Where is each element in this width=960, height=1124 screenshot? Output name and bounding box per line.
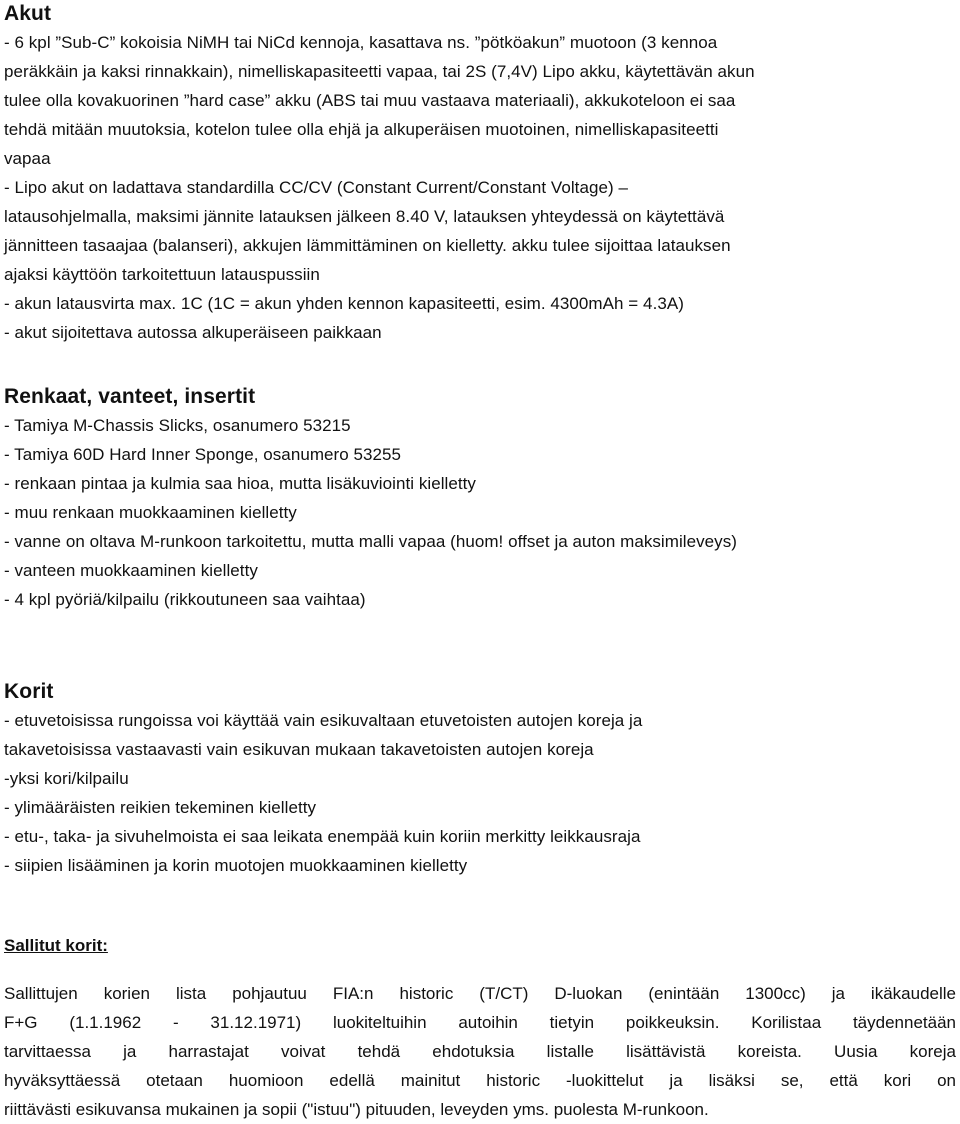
section-title-renkaat: Renkaat, vanteet, insertit — [4, 385, 256, 408]
section-body-korit — [4, 706, 642, 880]
paragraph-line: riittävästi esikuvansa mukainen ja sopii ("istuu") pituuden, leveyden yms. puolesta M-runkoon. — [4, 1100, 709, 1119]
text-line: vapaa — [4, 149, 51, 168]
list-item: - renkaan pintaa ja kulmia saa hioa, mutta lisäkuviointi kielletty — [4, 474, 476, 493]
list-item: -yksi kori/kilpailu — [4, 769, 129, 788]
section-body-sallitut — [4, 979, 956, 1124]
list-item: - vanne on oltava M-runkoon tarkoitettu, mutta malli vapaa (huom! offset ja auton maksimileveys) — [4, 532, 737, 551]
text-line: peräkkäin ja kaksi rinnakkain), nimelliskapasiteetti vapaa, tai 2S (7,4V) Lipo akku, käytettävän akun — [4, 62, 755, 81]
list-item: takavetoisissa vastaavasti vain esikuvan mukaan takavetoisten autojen koreja — [4, 740, 594, 759]
text-line: tulee olla kovakuorinen ”hard case” akku (ABS tai muu vastaava materiaali), akkukoteloon ei saa — [4, 91, 736, 110]
list-item: - etuvetoisissa rungoissa voi käyttää vain esikuvaltaan etuvetoisten autojen koreja ja — [4, 711, 643, 730]
section-title-sallitut: Sallitut korit: — [4, 936, 108, 955]
list-item: - 4 kpl pyöriä/kilpailu (rikkoutuneen saa vaihtaa) — [4, 590, 366, 609]
list-item: - siipien lisääminen ja korin muotojen muokkaaminen kielletty — [4, 856, 468, 875]
list-item: - Tamiya M-Chassis Slicks, osanumero 53215 — [4, 416, 351, 435]
list-item: - Tamiya 60D Hard Inner Sponge, osanumero 53255 — [4, 445, 402, 464]
section-title-akut: Akut — [4, 2, 52, 25]
text-line: - 6 kpl ”Sub-C” kokoisia NiMH tai NiCd kennoja, kasattava ns. ”pötköakun” muotoon (3 kennoa — [4, 33, 718, 52]
text-line: - akun latausvirta max. 1C (1C = akun yhden kennon kapasiteetti, esim. 4300mAh = 4.3A) — [4, 294, 684, 313]
list-item: - etu-, taka- ja sivuhelmoista ei saa leikata enempää kuin koriin merkitty leikkausraja — [4, 827, 641, 846]
section-body-renkaat — [4, 411, 737, 614]
list-item: - ylimääräisten reikien tekeminen kielletty — [4, 798, 317, 817]
text-line: tehdä mitään muutoksia, kotelon tulee olla ehjä ja alkuperäisen muotoinen, nimelliskapasiteetti — [4, 120, 719, 139]
text-line: - Lipo akut on ladattava standardilla CC/CV (Constant Current/Constant Voltage) – — [4, 178, 628, 197]
paragraph-line: tarvittaessa ja harrastajat voivat tehdä ehdotuksia listalle lisättävistä koreista. Uusia koreja — [4, 1042, 956, 1061]
text-line: - akut sijoitettava autossa alkuperäiseen paikkaan — [4, 323, 382, 342]
text-line: ajaksi käyttöön tarkoitettuun latauspussiin — [4, 265, 320, 284]
list-item: - muu renkaan muokkaaminen kielletty — [4, 503, 297, 522]
section-title-korit: Korit — [4, 680, 54, 703]
text-line: latausohjelmalla, maksimi jännite latauksen jälkeen 8.40 V, latauksen yhteydessä on käytettävä — [4, 207, 725, 226]
paragraph-line: F+G (1.1.1962 - 31.12.1971) luokiteltuihin autoihin tietyin poikkeuksin. Korilistaa täydennetään — [4, 1013, 956, 1032]
list-item: - vanteen muokkaaminen kielletty — [4, 561, 258, 580]
section-body-akut — [4, 28, 755, 347]
text-line: jännitteen tasaajaa (balanseri), akkujen lämmittäminen on kielletty. akku tulee sijoittaa latauksen — [4, 236, 731, 255]
paragraph-line: hyväksyttäessä otetaan huomioon edellä mainitut historic -luokittelut ja lisäksi se, että kori on — [4, 1071, 956, 1090]
paragraph-line: Sallittujen korien lista pohjautuu FIA:n historic (T/CT) D-luokan (enintään 1300cc) ja ikäkaudelle — [4, 984, 956, 1003]
